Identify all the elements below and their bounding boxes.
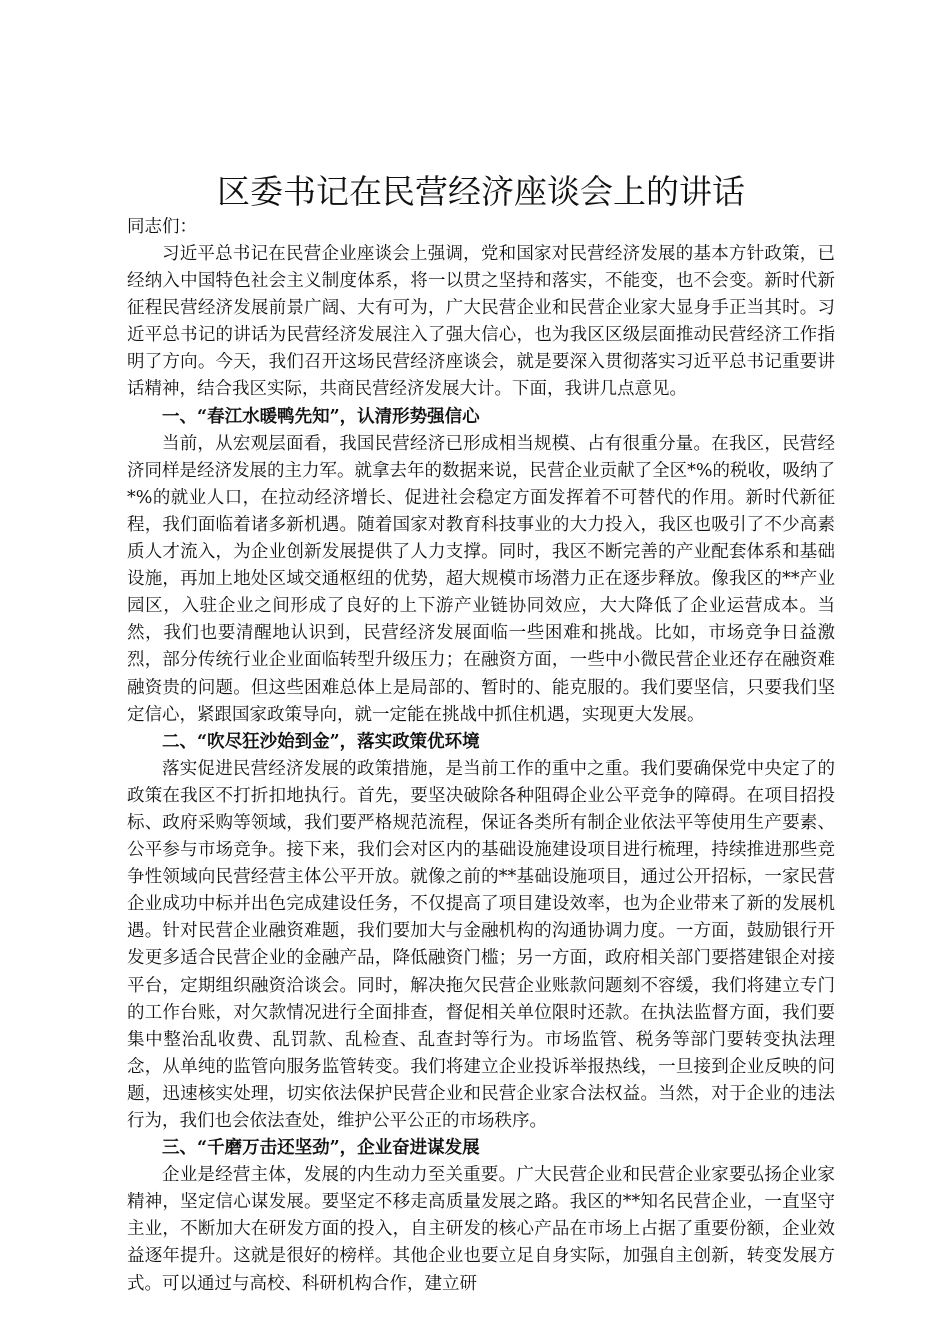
section-2-body: 落实促进民营经济发展的政策措施，是当前工作的重中之重。我们要确保党中央定了的政策在我区不打折扣地执行。首先，要坚决破除各种阻碍企业公平竞争的障碍。在项目招投标、政府采购等领域，我们要严格规范流程，保证各类所有制企业依法平等使用生产要素、公平参与市场竞争。接下来，我们会对区内的基础设施建设项目进行梳理，持续推进那些竞争性领域向民营经营主体公平开放。就像之前的**基础设施项目，通过公开招标，一家民营企业成功中标并出色完成建设任务，不仅提高了项目建设效率，也为企业带来了新的发展机遇。针对民营企业融资难题，我们要加大与金融机构的沟通协调力度。一方面，鼓励银行开发更多适合民营企业的金融产品，降低融资门槛；另一方面，政府相关部门要搭建银企对接平台，定期组织融资洽谈会。同时，解决拖欠民营企业账款问题刻不容缓，我们将建立专门的工作台账，对欠款情况进行全面排查，督促相关单位限时还款。在执法监督方面，我们要集中整治乱收费、乱罚款、乱检查、乱查封等行为。市场监管、税务等部门要转变执法理念，从单纯的监管向服务监管转变。我们将建立企业投诉举报热线，一旦接到企业反映的问题，迅速核实处理，切实依法保护民营企业和民营企业家合法权益。当然，对于企业的违法行为，我们也会依法查处，维护公平公正的市场秩序。 xyxy=(127,758,835,1131)
document-title: 区委书记在民营经济座谈会上的讲话 xyxy=(217,172,745,211)
section-1-body: 当前，从宏观层面看，我国民营经济已形成相当规模、占有很重分量。在我区，民营经济同样是经济发展的主力军。就拿去年的数据来说，民营企业贡献了全区*%的税收，吸纳了*%的就业人口，在拉动经济增长、促进社会稳定方面发挥着不可替代的作用。新时代新征程，我们面临着诸多新机遇。随着国家对教育科技事业的大力投入，我区也吸引了不少高素质人才流入，为企业创新发展提供了人力支撑。同时，我区不断完善的产业配套体系和基础设施，再加上地处区域交通枢纽的优势，超大规模市场潜力正在逐步释放。像我区的**产业园区，入驻企业之间形成了良好的上下游产业链协同效应，大大降低了企业运营成本。当然，我们也要清醒地认识到，民营经济发展面临一些困难和挑战。比如，市场竞争日益激烈，部分传统行业企业面临转型升级压力；在融资方面，一些中小微民营企业还存在融资难融资贵的问题。但这些困难总体上是局部的、暂时的、能克服的。我们要坚信，只要我们坚定信心，紧跟国家政策导向，就一定能在挑战中抓住机遇，实现更大发展。 xyxy=(127,433,835,725)
section-3-heading: 三、“千磨万击还坚劲”，企业奋进谋发展 xyxy=(162,1138,480,1159)
salutation: 同志们： xyxy=(127,217,197,237)
section-3-body: 企业是经营主体，发展的内生动力至关重要。广大民营企业和民营企业家要弘扬企业家精神，坚定信心谋发展。要坚定不移走高质量发展之路。我区的**知名民营企业，一直坚守主业，不断加大在研发方面的投入，自主研发的核心产品在市场上占据了重要份额，企业效益逐年提升。这就是很好的榜样。其他企业也要立足自身实际，加强自主创新，转变发展方式。可以通过与高校、科研机构合作，建立研 xyxy=(127,1165,835,1294)
section-2-heading: 二、“吹尽狂沙始到金”，落实政策优环境 xyxy=(162,731,480,752)
intro-paragraph: 习近平总书记在民营企业座谈会上强调，党和国家对民营经济发展的基本方针政策，已经纳入中国特色社会主义制度体系，将一以贯之坚持和落实，不能变，也不会变。新时代新征程民营经济发展前景广阔、大有可为，广大民营企业和民营企业家大显身手正当其时。习近平总书记的讲话为民营经济发展注入了强大信心，也为我区区级层面推动民营经济工作指明了方向。今天，我们召开这场民营经济座谈会，就是要深入贯彻落实习近平总书记重要讲话精神，结合我区实际，共商民营经济发展大计。下面，我讲几点意见。 xyxy=(127,244,835,400)
document-page xyxy=(127,170,835,1298)
section-1-heading: 一、“春江水暖鸭先知”，认清形势强信心 xyxy=(162,406,480,427)
